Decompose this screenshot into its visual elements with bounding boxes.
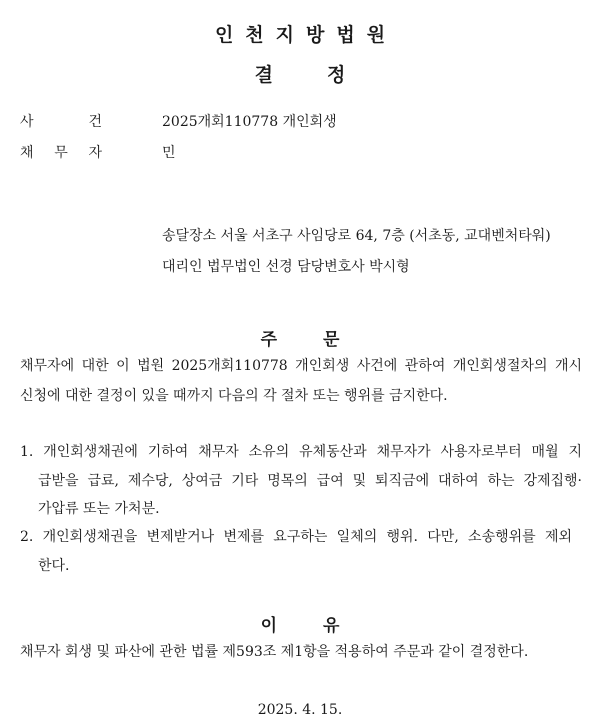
order-item-2-line: 2. 개인회생채권을 변제받거나 변제를 요구하는 일체의 행위. 다만, 소송행위를 제외 bbox=[20, 529, 572, 545]
document-title-left: 결 bbox=[254, 64, 273, 86]
order-heading-right: 문 bbox=[323, 330, 340, 350]
case-label-char: 사 bbox=[20, 114, 34, 130]
debtor-label-char: 자 bbox=[88, 145, 102, 161]
order-item-1-line: 1. 개인회생채권에 기하여 채무자 소유의 유체동산과 채무자가 사용자로부터 매월 지 bbox=[20, 444, 582, 460]
order-item-2-line: 한다. bbox=[38, 558, 70, 574]
debtor-label-char: 채 bbox=[20, 145, 34, 161]
decision-date: 2025. 4. 15. bbox=[257, 702, 343, 718]
debtor-label bbox=[20, 142, 102, 162]
case-number: 2025개회110778 개인회생 bbox=[162, 114, 337, 130]
debtor-label-char: 무 bbox=[54, 145, 68, 161]
debtor-name: 민 bbox=[162, 145, 176, 161]
reason-heading-right: 유 bbox=[323, 616, 340, 636]
order-heading-left: 주 bbox=[260, 330, 277, 350]
case-label-char: 건 bbox=[88, 114, 102, 130]
case-label bbox=[20, 111, 102, 131]
document-title bbox=[0, 60, 600, 87]
reason-heading-left: 이 bbox=[260, 616, 277, 636]
reason-heading bbox=[0, 611, 600, 636]
service-address: 송달장소 서울 서초구 사임당로 64, 7층 (서초동, 교대벤처타워) bbox=[162, 228, 551, 244]
reason-text: 채무자 회생 및 파산에 관한 법률 제593조 제1항을 적용하여 주문과 같이 결정한다. bbox=[20, 644, 529, 660]
legal-agent: 대리인 법무법인 선경 담당변호사 박시형 bbox=[162, 259, 410, 275]
order-item-1-line: 가압류 또는 가처분. bbox=[38, 501, 160, 517]
order-heading bbox=[0, 325, 600, 350]
order-intro-line: 채무자에 대한 이 법원 2025개회110778 개인회생 사건에 관하여 개인회생절차의 개시 bbox=[20, 358, 582, 374]
court-name: 인천지방법원 bbox=[214, 24, 398, 46]
order-item-1-line: 급받을 급료, 제수당, 상여금 기타 명목의 급여 및 퇴직금에 대하여 하는 강제집행· bbox=[38, 473, 582, 489]
document-title-right: 정 bbox=[327, 64, 346, 86]
order-intro-line: 신청에 대한 결정이 있을 때까지 다음의 각 절차 또는 행위를 금지한다. bbox=[20, 388, 448, 404]
